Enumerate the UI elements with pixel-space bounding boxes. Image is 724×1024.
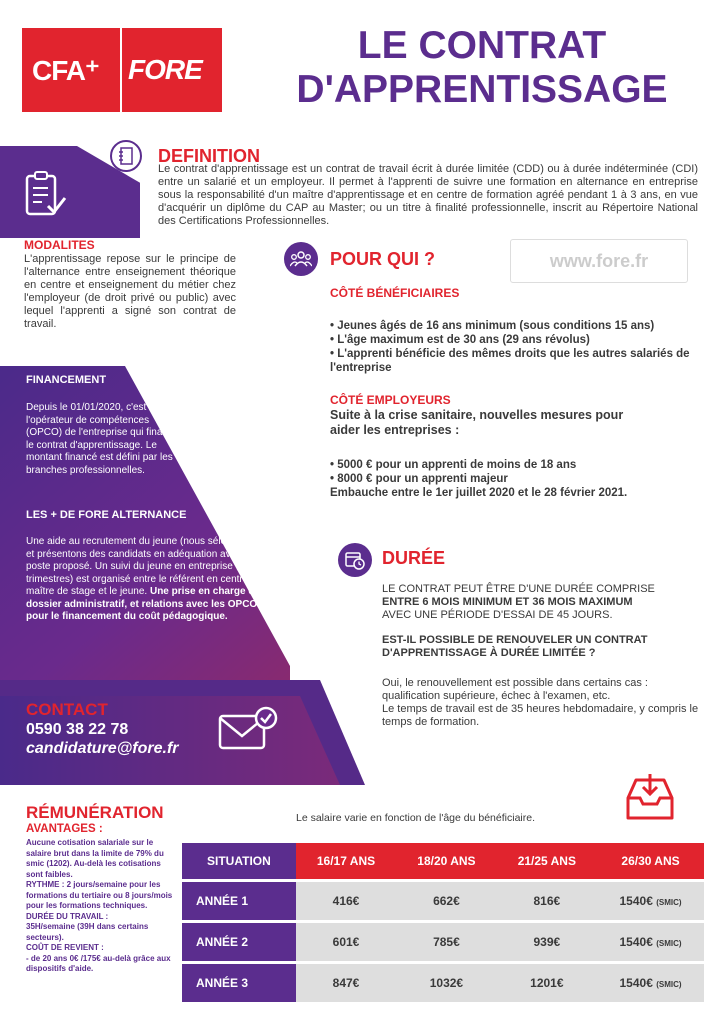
clipboard-icon	[24, 170, 68, 225]
contact-email[interactable]: candidature@fore.fr	[26, 740, 179, 757]
beneficiaires-list	[330, 319, 700, 375]
plus-fore-title: LES + DE FORE ALTERNANCE	[26, 509, 187, 521]
logo-fore: FORE	[122, 28, 222, 112]
avantages-title: AVANTAGES :	[26, 823, 103, 835]
table-row: ANNÉE 1 416€ 662€ 816€ 1540€ (SMIC)	[182, 882, 704, 920]
list-item: • Jeunes âgés de 16 ans minimum (sous conditions 15 ans)	[330, 319, 700, 333]
financement-title: FINANCEMENT	[26, 374, 107, 386]
table-header: 26/30 ANS	[597, 843, 704, 879]
contact-phone[interactable]: 0590 38 22 78	[26, 721, 129, 738]
list-item: • 5000 € pour un apprenti de moins de 18 ans	[330, 458, 700, 472]
salary-note: Le salaire varie en fonction de l'âge du bénéficiaire.	[296, 812, 535, 824]
list-item: • L'apprenti bénéficie des mêmes droits que les autres salariés de l'entreprise	[330, 347, 700, 375]
remuneration-details: Aucune cotisation salariale sur le salaire brut dans la limite de 79% du smic (1202). Au-delà les cotisations sont faibles. RYTHME : 2 jours/semaine pour les formations du tertiaire ou 8 jours/mois pour les formations techniques. DURÉE DU TRAVAIL : 35H/semaine (39H dans certains secteurs). COÛT DE REVIENT : - de 20 ans 0€ /175€ au-delà grâce aux dispositifs d'aide.	[26, 838, 173, 973]
website-link[interactable]: www.fore.fr	[510, 239, 688, 283]
table-header: 18/20 ANS	[396, 843, 496, 879]
table-row: ANNÉE 3 847€ 1032€ 1201€ 1540€ (SMIC)	[182, 964, 704, 1002]
mail-check-icon	[218, 706, 280, 757]
embauche-text: Embauche entre le 1er juillet 2020 et le 28 février 2021.	[330, 487, 628, 499]
definition-title: DEFINITION	[158, 146, 260, 166]
duree-title: DURÉE	[382, 548, 446, 568]
salary-table	[182, 840, 704, 1005]
employeurs-title: CÔTÉ EMPLOYEURS	[330, 393, 451, 407]
page-title: LE CONTRAT D'APPRENTISSAGE	[296, 24, 668, 111]
list-item: • L'âge maximum est de 30 ans (29 ans révolus)	[330, 333, 700, 347]
plus-fore-text: Une aide au recrutement du jeune (nous sélectionnons et présentons des candidats en adéquation avec le poste proposé. Un suivi du jeune en entreprise (tous les trimestres) est organisé entre le référent en centre, le maître de stage et le jeune. Une prise en charge du dossier administratif, et relations avec les OPCO pour le financement du coût pédagogique.	[26, 536, 274, 622]
contact-title: CONTACT	[26, 700, 108, 719]
modalites-title: MODALITES	[24, 238, 95, 252]
table-header: 21/25 ANS	[497, 843, 597, 879]
duree-question: EST-IL POSSIBLE DE RENOUVELER UN CONTRAT D'APPRENTISSAGE À DURÉE LIMITÉE ?	[382, 634, 648, 659]
group-icon	[284, 242, 318, 276]
beneficiaires-title: CÔTÉ BÉNÉFICIAIRES	[330, 286, 460, 300]
list-item: • 8000 € pour un apprenti majeur	[330, 472, 700, 486]
employeurs-list	[330, 458, 700, 486]
definition-text: Le contrat d'apprentissage est un contrat de travail écrit à durée limitée (CDD) ou à durée indéterminée (CDI) entre un salarié et un employeur. Il permet à l'apprenti de suivre une formation en alternance en entreprise sous la responsabilité d'un maître d'apprentissage et en centre de formation agréé pendant 1 à 3 ans, en vue d'acquérir un diplôme du CAP au Master; ou un titre à finalité professionnelle, inscrit au Répertoire National des Certifications Professionnelles.	[158, 163, 698, 227]
duree-text: LE CONTRAT PEUT ÊTRE D'UNE DURÉE COMPRISE ENTRE 6 MOIS MINIMUM ET 36 MOIS MAXIMUM AVEC UNE PÉRIODE D'ESSAI DE 45 JOURS.	[382, 583, 655, 621]
logo-cfa: CFA⁺	[22, 28, 120, 112]
employeurs-intro: Suite à la crise sanitaire, nouvelles mesures pour aider les entreprises :	[330, 408, 624, 437]
notebook-icon	[110, 140, 142, 172]
table-header: 16/17 ANS	[296, 843, 396, 879]
pour-qui-title: POUR QUI ?	[330, 249, 436, 269]
duree-answer: Oui, le renouvellement est possible dans certains cas : qualification supérieure, échec à l'examen, etc. Le temps de travail est de 35 heures hebdomadaire, y compris le temps de formation.	[382, 677, 699, 728]
remuneration-title: RÉMUNÉRATION	[26, 803, 164, 822]
table-row: ANNÉE 2 601€ 785€ 939€ 1540€ (SMIC)	[182, 923, 704, 961]
table-header: SITUATION	[182, 843, 296, 879]
calendar-clock-icon	[338, 543, 372, 577]
financement-text: Depuis le 01/01/2020, c'est l'opérateur de compétences (OPCO) de l'entreprise qui finance le contrat d'apprentissage. Le montant financé est défini par les branches professionnelles.	[26, 402, 179, 476]
modalites-text: L'apprentissage repose sur le principe de l'alternance entre enseignement théorique en centre et enseignement du métier chez l'employeur (de droit privé ou public) avec lequel l'apprenti a signé son contrat de travail.	[24, 253, 236, 330]
inbox-download-icon	[624, 772, 676, 827]
